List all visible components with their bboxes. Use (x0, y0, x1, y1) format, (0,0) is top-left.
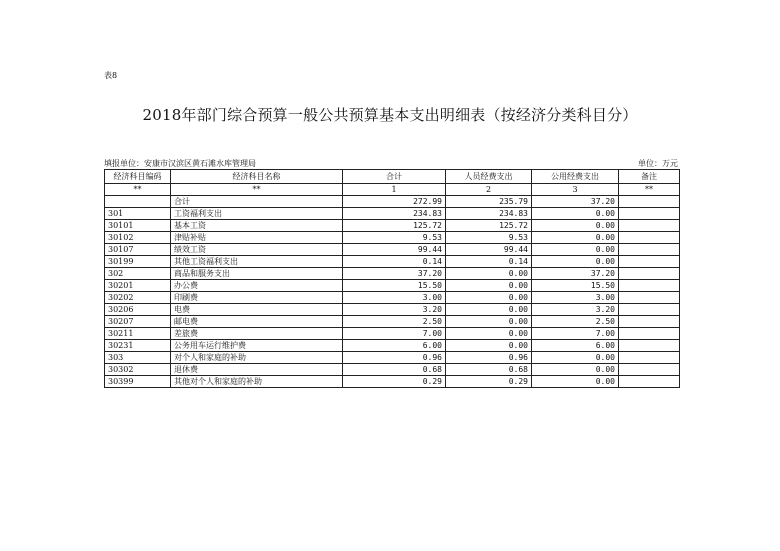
cell-public: 0.00 (532, 376, 619, 388)
index-cell: 2 (446, 184, 532, 196)
table-row (105, 268, 680, 280)
cell-personnel: 0.00 (446, 268, 532, 280)
cell-name: 对个人和家庭的补助 (171, 352, 343, 364)
cell-note (619, 316, 680, 328)
cell-code: 303 (105, 352, 171, 364)
cell-code: 30302 (105, 364, 171, 376)
cell-note (619, 328, 680, 340)
index-cell: ** (619, 184, 680, 196)
expenditure-table (104, 169, 680, 388)
cell-name: 津贴补贴 (171, 232, 343, 244)
header-name: 经济科目名称 (171, 170, 343, 184)
cell-personnel: 235.79 (446, 196, 532, 208)
cell-name: 印刷费 (171, 292, 343, 304)
cell-name: 其他对个人和家庭的补助 (171, 376, 343, 388)
cell-public: 2.50 (532, 316, 619, 328)
cell-note (619, 196, 680, 208)
cell-personnel: 0.00 (446, 340, 532, 352)
cell-name: 基本工资 (171, 220, 343, 232)
cell-personnel: 0.00 (446, 292, 532, 304)
cell-note (619, 364, 680, 376)
cell-personnel: 0.00 (446, 304, 532, 316)
cell-public: 7.00 (532, 328, 619, 340)
cell-code: 30102 (105, 232, 171, 244)
cell-total: 3.20 (343, 304, 446, 316)
cell-note (619, 220, 680, 232)
cell-public: 0.00 (532, 232, 619, 244)
cell-public: 6.00 (532, 340, 619, 352)
cell-note (619, 340, 680, 352)
cell-name: 公务用车运行维护费 (171, 340, 343, 352)
cell-personnel: 0.14 (446, 256, 532, 268)
cell-total: 7.00 (343, 328, 446, 340)
cell-note (619, 244, 680, 256)
cell-total: 234.83 (343, 208, 446, 220)
cell-total: 37.20 (343, 268, 446, 280)
cell-code: 30211 (105, 328, 171, 340)
cell-note (619, 256, 680, 268)
table-row (105, 328, 680, 340)
table-row (105, 316, 680, 328)
cell-public: 0.00 (532, 256, 619, 268)
cell-note (619, 268, 680, 280)
cell-note (619, 292, 680, 304)
table-row (105, 196, 680, 208)
header-note: 备注 (619, 170, 680, 184)
cell-total: 0.14 (343, 256, 446, 268)
cell-public: 3.20 (532, 304, 619, 316)
table-row (105, 232, 680, 244)
cell-note (619, 208, 680, 220)
cell-code: 30399 (105, 376, 171, 388)
cell-name: 其他工资福利支出 (171, 256, 343, 268)
cell-total: 0.68 (343, 364, 446, 376)
cell-total: 3.00 (343, 292, 446, 304)
cell-personnel: 9.53 (446, 232, 532, 244)
cell-note (619, 304, 680, 316)
cell-public: 0.00 (532, 220, 619, 232)
header-public: 公用经费支出 (532, 170, 619, 184)
table-row (105, 352, 680, 364)
cell-personnel: 125.72 (446, 220, 532, 232)
cell-name: 办公费 (171, 280, 343, 292)
cell-personnel: 234.83 (446, 208, 532, 220)
cell-public: 0.00 (532, 208, 619, 220)
table-row (105, 244, 680, 256)
cell-personnel: 0.96 (446, 352, 532, 364)
cell-public: 37.20 (532, 268, 619, 280)
cell-total: 0.29 (343, 376, 446, 388)
currency-unit: 单位：万元 (638, 159, 678, 168)
cell-note (619, 352, 680, 364)
cell-total: 2.50 (343, 316, 446, 328)
cell-total: 15.50 (343, 280, 446, 292)
cell-total: 6.00 (343, 340, 446, 352)
cell-code: 30207 (105, 316, 171, 328)
table-row (105, 280, 680, 292)
reporting-unit: 填报单位：安康市汉滨区黄石滩水库管理局 (104, 159, 256, 168)
cell-total: 272.99 (343, 196, 446, 208)
index-row (105, 184, 680, 196)
cell-code: 30202 (105, 292, 171, 304)
table-row (105, 376, 680, 388)
cell-public: 0.00 (532, 352, 619, 364)
cell-code: 302 (105, 268, 171, 280)
cell-note (619, 232, 680, 244)
index-cell: ** (105, 184, 171, 196)
cell-public: 3.00 (532, 292, 619, 304)
cell-public: 0.00 (532, 244, 619, 256)
cell-public: 0.00 (532, 364, 619, 376)
index-cell: 3 (532, 184, 619, 196)
header-personnel: 人员经费支出 (446, 170, 532, 184)
table-row (105, 304, 680, 316)
cell-name: 差旅费 (171, 328, 343, 340)
header-total: 合计 (343, 170, 446, 184)
cell-code: 30206 (105, 304, 171, 316)
table-row (105, 340, 680, 352)
cell-personnel: 0.00 (446, 280, 532, 292)
index-cell: ** (171, 184, 343, 196)
cell-name: 合计 (171, 196, 343, 208)
cell-total: 125.72 (343, 220, 446, 232)
table-row (105, 208, 680, 220)
cell-code: 30231 (105, 340, 171, 352)
cell-name: 工资福利支出 (171, 208, 343, 220)
table-row (105, 292, 680, 304)
page-title: 2018年部门综合预算一般公共预算基本支出明细表（按经济分类科目分） (142, 106, 638, 124)
cell-personnel: 0.00 (446, 328, 532, 340)
cell-name: 电费 (171, 304, 343, 316)
cell-total: 99.44 (343, 244, 446, 256)
cell-code: 30101 (105, 220, 171, 232)
cell-total: 0.96 (343, 352, 446, 364)
cell-name: 邮电费 (171, 316, 343, 328)
cell-personnel: 0.68 (446, 364, 532, 376)
cell-code (105, 196, 171, 208)
table-number: 表8 (104, 71, 118, 80)
cell-code: 301 (105, 208, 171, 220)
cell-name: 绩效工资 (171, 244, 343, 256)
cell-code: 30201 (105, 280, 171, 292)
cell-personnel: 0.29 (446, 376, 532, 388)
cell-public: 37.20 (532, 196, 619, 208)
cell-public: 15.50 (532, 280, 619, 292)
header-row (105, 170, 680, 184)
cell-note (619, 376, 680, 388)
table-row (105, 256, 680, 268)
cell-name: 商品和服务支出 (171, 268, 343, 280)
cell-code: 30107 (105, 244, 171, 256)
table-row (105, 364, 680, 376)
cell-personnel: 0.00 (446, 316, 532, 328)
cell-note (619, 280, 680, 292)
cell-code: 30199 (105, 256, 171, 268)
index-cell: 1 (343, 184, 446, 196)
table-row (105, 220, 680, 232)
header-code: 经济科目编码 (105, 170, 171, 184)
cell-name: 退休费 (171, 364, 343, 376)
cell-personnel: 99.44 (446, 244, 532, 256)
cell-total: 9.53 (343, 232, 446, 244)
